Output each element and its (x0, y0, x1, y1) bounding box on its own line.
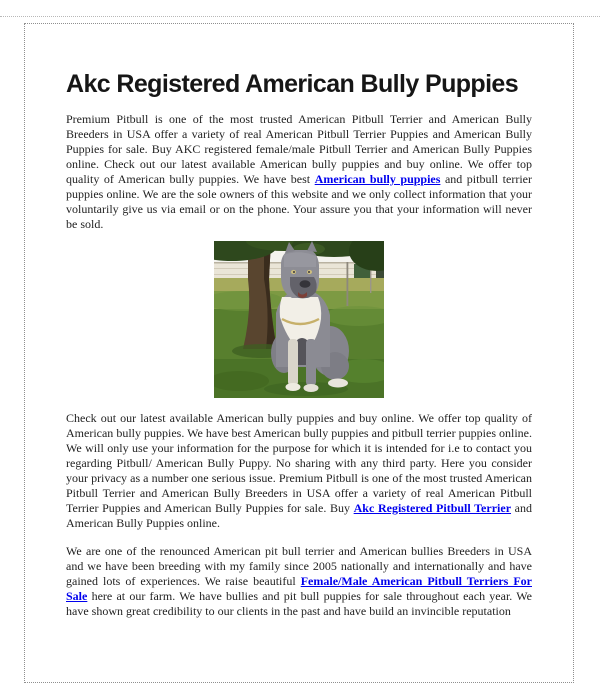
paragraph-1 (66, 112, 532, 232)
dog-photo-container (66, 241, 532, 398)
paragraph-text: and American Bully Puppies online. (66, 501, 532, 530)
paragraph-text: We are one of the renounced American pit bull terrier and American bullies Breeders in USA and we have been breeding with my family since 2005 nationally and internationally and have gained lots of experiences. We raise beautiful (66, 544, 532, 588)
page-separator-line (0, 16, 600, 17)
female-male-american-pitbull-terriers-for-sale-link[interactable]: Female/Male American Pitbull Terriers For Sale (66, 574, 532, 603)
paragraph-text: and pitbull terrier puppies online. We are the sole owners of this website and we only collect information that your voluntarily give us via email or on the phone. Your assure you that your information will never be sold. (66, 172, 532, 231)
paragraph-text: here at our farm. We have bullies and pit bull puppies for sale throughout each year. We have shown great credibility to our clients in the past and have build an invincible reputation (66, 589, 532, 618)
paragraph-2 (66, 411, 532, 531)
paragraph-text: Check out our latest available American bully puppies and buy online. We offer top quality of American bully puppies. We have best American bully puppies and pitbull terrier puppies online. We will only use your information for the purpose for which it is intended for i.e to contact you regarding Pitbull/ American Bully Puppy. No sharing with any third party. Here you consider your privacy as a number one serious issue. Premium Pitbull is one of the most trusted American Pitbull Terrier and American Bully Breeders in USA offer a variety of real American Pitbull Terrier Puppies and American Bully Puppies for sale. Buy (66, 411, 532, 515)
american-bully-puppies-link[interactable]: American bully puppies (314, 172, 441, 186)
page-title: Akc Registered American Bully Puppies (66, 70, 519, 98)
paragraph-text: Premium Pitbull is one of the most trusted American Pitbull Terrier and American Bully Breeders in USA offer a variety of real American Pitbull Terrier Puppies and American Bully Puppies for sale. Buy AKC registered female/male Pitbull Terrier and American Bully Puppies online. Check out our latest available American bully puppies and buy online. We offer top quality of American bully puppies. We have best (66, 112, 532, 186)
fence-post (347, 262, 349, 306)
dog-photo (214, 241, 384, 398)
document-page (24, 23, 574, 683)
paragraph-3 (66, 544, 532, 619)
akc-registered-pitbull-terrier-link[interactable]: Akc Registered Pitbull Terrier (353, 501, 512, 515)
